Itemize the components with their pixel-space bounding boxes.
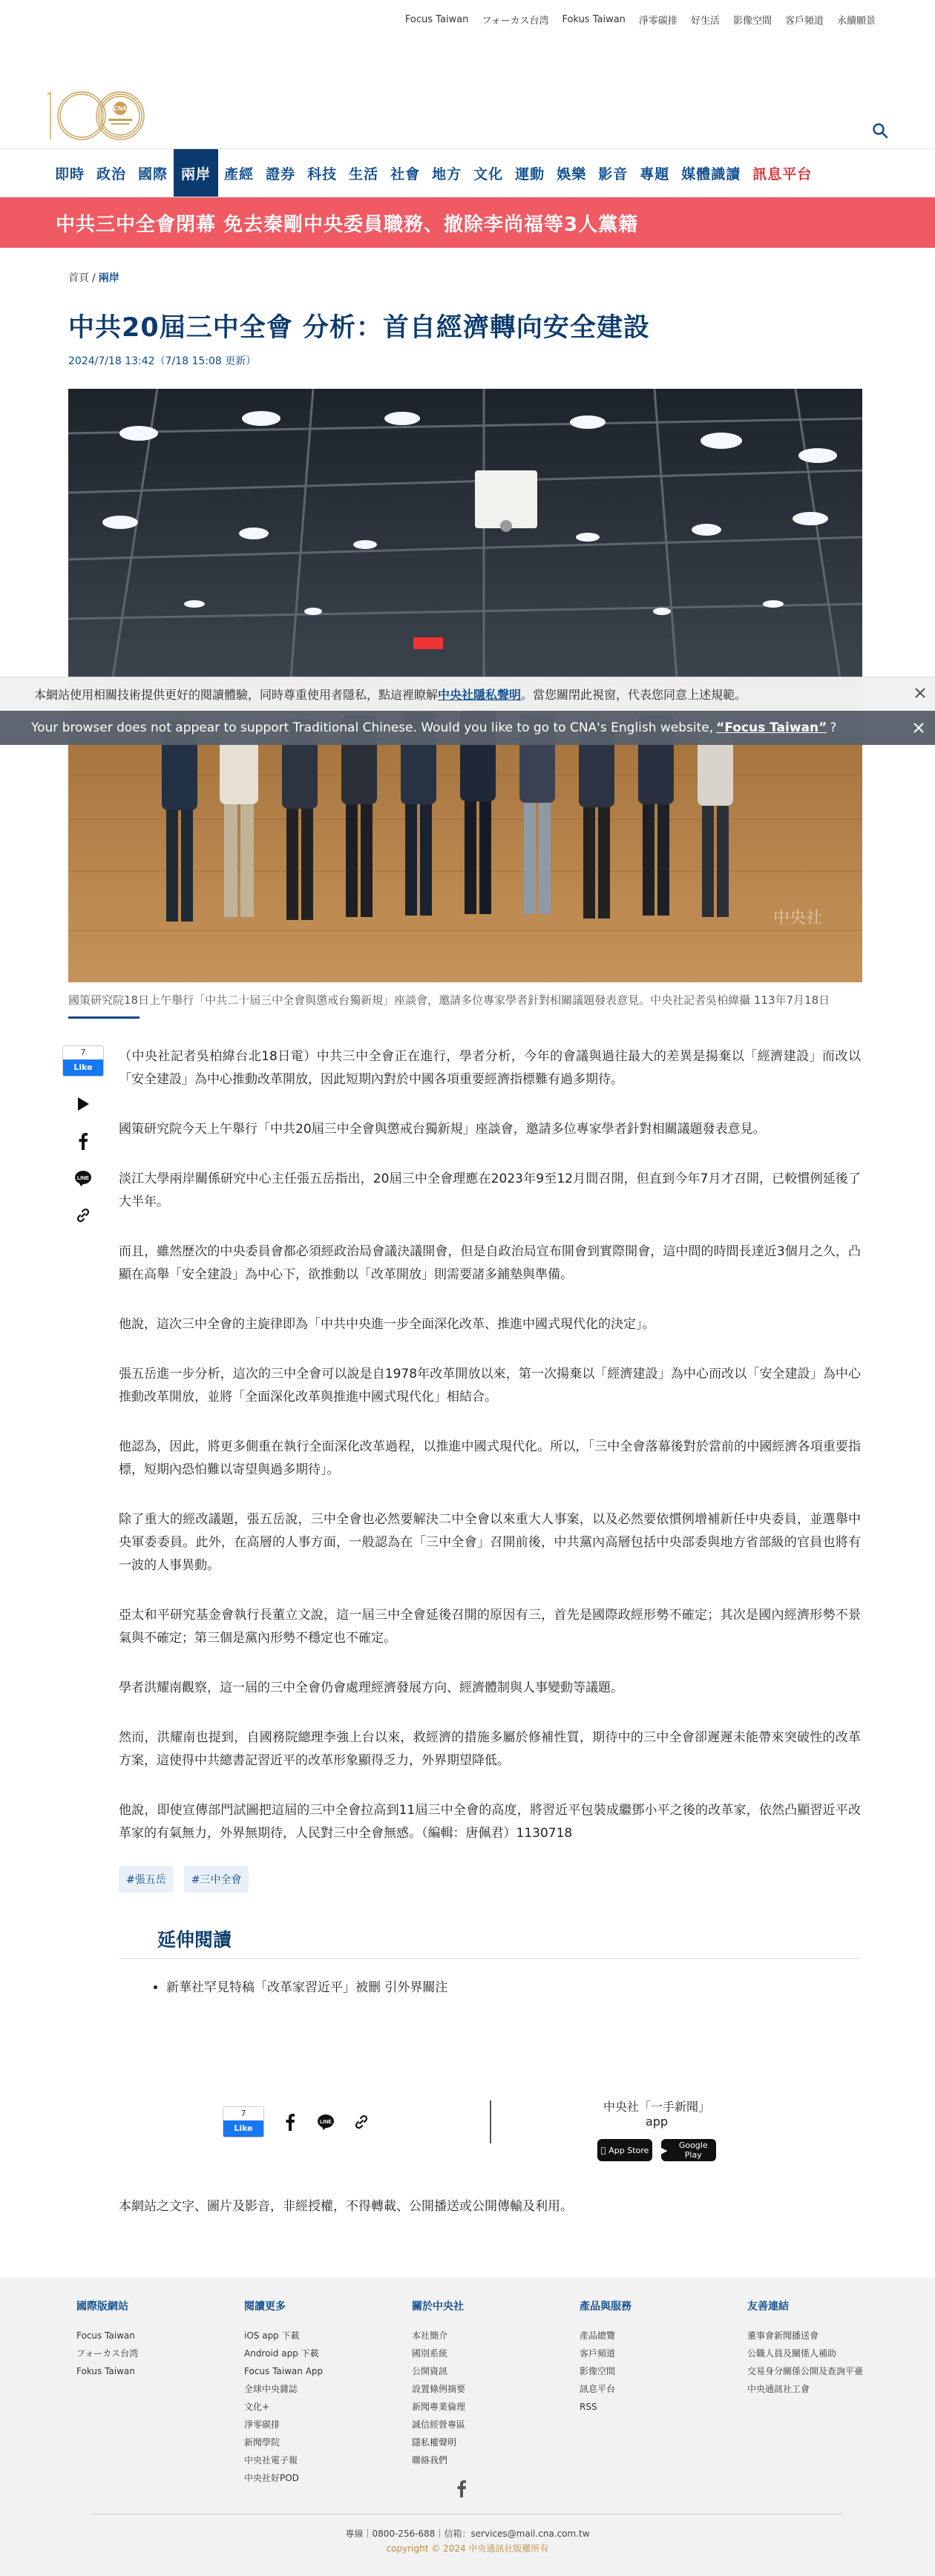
nav-item-cross-strait[interactable]: 兩岸 [174, 149, 218, 197]
related-list [151, 1977, 861, 1995]
article-paragraph: 而且，雖然歷次的中央委員會都必須經政治局會議決議開會，但是自政治局宣布開會到實際開會，這中間的時間長達近3個月之久，凸顯在高舉「安全建設」為中心下，欲推動以「改革開放」則需要諸多鋪墊與準備。 [119, 1244, 861, 1282]
nav-item-culture[interactable]: 文化 [473, 165, 504, 183]
footer-col-international [76, 2299, 244, 2487]
footer-col-read-more [244, 2299, 412, 2487]
photo-caption: 國策研究院18日上午舉行「中共二十屆三中全會與懲戒台獨新規」座談會，邀請多位專家學者針對相關議題發表意見。中央社記者吳柏緯攝 113年7月18日 [68, 993, 830, 1007]
search-icon[interactable] [871, 122, 889, 139]
nav-item-sports[interactable]: 運動 [515, 165, 545, 183]
app-badges [597, 2139, 716, 2161]
privacy-policy-link[interactable]: 中央社隱私聲明 [438, 688, 522, 702]
article-paragraphs [119, 1045, 861, 1845]
google-play-label: Google Play [678, 2140, 708, 2160]
app-store-button[interactable] [597, 2139, 652, 2161]
nav-item-video[interactable]: 影音 [598, 165, 629, 183]
footer-link[interactable]: 中央社好POD [244, 2473, 299, 2483]
share-sidebar [68, 1045, 98, 1225]
bottom-fb-like-count: 7 [240, 2109, 246, 2118]
facebook-share-icon[interactable] [73, 1131, 93, 1151]
article-body [0, 1045, 935, 1845]
footer-link[interactable]: 國別系統 [412, 2348, 448, 2359]
nav-item-special[interactable]: 專題 [640, 165, 670, 183]
footer-link[interactable]: Android app 下載 [244, 2348, 319, 2359]
tag-third-plenum[interactable]: #三中全會 [184, 1866, 249, 1893]
footer-link[interactable]: 新聞學院 [244, 2437, 280, 2448]
article-paragraph: （中央社記者吳柏緯台北18日電）中共三中全會正在進行，學者分析，今年的會議與過往最大的差異是揚棄以「經濟建設」而改以「安全建設」為中心推動改革開放，因此短期內對於中國各項重要經濟指標難有過多期待。 [119, 1049, 861, 1087]
footer-link[interactable]: 中央通訊社工會 [747, 2384, 810, 2394]
top-link-focus-taiwan-jp[interactable]: フォーカス台湾 [482, 15, 549, 27]
share-app-divider [490, 2100, 491, 2143]
tag-zhang-wuyue[interactable]: #張五岳 [119, 1866, 174, 1893]
privacy-notice-bar [0, 677, 935, 711]
article-paragraph: 他說，即使宣傳部門試圖把這屆的三中全會拉高到11屆三中全會的高度，將習近平包裝成繼鄧小平之後的改革家，依然凸顯習近平改革家的有氣無力，外界無期待，人民對三中全會無感。（編輯：唐佩君）1130718 [119, 1803, 861, 1841]
footer-link[interactable]: Fokus Taiwan [76, 2366, 135, 2376]
cna-100-logo[interactable] [46, 85, 171, 147]
nav-item-politics[interactable]: 政治 [96, 165, 127, 183]
lang-text-after: ? [830, 720, 837, 735]
footer-col-title: 友善連結 [747, 2301, 789, 2313]
footer-link[interactable]: 隱私權聲明 [412, 2437, 457, 2448]
top-links-bar [0, 0, 935, 39]
top-link-fokus-taiwan[interactable]: Fokus Taiwan [562, 13, 626, 25]
svg-text:中央社: 中央社 [773, 909, 823, 927]
apple-icon [601, 2146, 606, 2155]
nav-item-economy[interactable]: 產經 [224, 165, 255, 183]
footer-link[interactable]: 中央社電子報 [244, 2455, 298, 2465]
play-audio-icon[interactable] [73, 1094, 93, 1114]
bottom-facebook-share-icon[interactable] [280, 2112, 300, 2132]
footer-col-products [580, 2299, 747, 2487]
privacy-text-after: 。當您關閉此視窗，代表您同意上述規範。 [521, 688, 747, 702]
svg-text:LINE: LINE [77, 1176, 89, 1181]
footer-link[interactable]: フォーカス台湾 [76, 2348, 139, 2359]
footer-link[interactable]: Focus Taiwan App [244, 2366, 324, 2376]
bottom-copy-link-icon[interactable] [352, 2112, 371, 2132]
footer-link[interactable]: 客戶頻道 [580, 2348, 616, 2359]
top-link-image-space[interactable]: 影像空間 [732, 15, 772, 27]
bottom-share-bar [0, 2092, 935, 2160]
footer-link[interactable]: 淨零碳排 [244, 2419, 280, 2430]
nav-item-international[interactable]: 國際 [138, 165, 168, 183]
breaking-news-banner[interactable]: 中共三中全會閉幕 免去秦剛中央委員職務、撤除李尚福等3人黨籍 [0, 197, 935, 248]
footer-col-title: 產品與服務 [580, 2301, 631, 2313]
article-title: 中共20屆三中全會 分析：首自經濟轉向安全建設 [68, 313, 650, 343]
line-share-icon[interactable] [73, 1169, 93, 1188]
copy-link-icon[interactable] [73, 1206, 93, 1225]
footer-link[interactable]: RSS [580, 2402, 597, 2412]
bottom-share-row [223, 2106, 371, 2138]
privacy-text-before: 本網站使用相關技術提供更好的閱讀體驗，同時尊重使用者隱私，點這裡瞭解 [34, 688, 439, 702]
nav-item-message-platform[interactable]: 訊息平台 [752, 165, 813, 183]
svg-text:CNA: CNA [114, 105, 127, 112]
app-store-label: App Store [606, 2145, 647, 2155]
article-paragraph: 然而，洪耀南也提到，自國務院總理李強上台以來，救經濟的措施多屬於修補性質，期待中的三中全會卻遲遲未能帶來突破性的改革方案，這使得中共總書記習近平的改革形象顯得乏力，外界期望降低。 [119, 1730, 861, 1768]
footer-link[interactable]: 全球中央雜誌 [244, 2384, 298, 2394]
fb-like-button[interactable] [62, 1045, 104, 1077]
top-link-focus-taiwan[interactable]: Focus Taiwan [404, 13, 469, 25]
footer-link[interactable]: Focus Taiwan [76, 2330, 135, 2341]
footer-link[interactable]: 本社簡介 [412, 2330, 448, 2341]
footer-copyright: copyright © 2024 中央通訊社版權所有 [386, 2543, 549, 2554]
footer-link[interactable]: 產品總覽 [580, 2330, 616, 2341]
footer-link[interactable]: iOS app 下載 [244, 2330, 300, 2341]
nav-item-life[interactable]: 生活 [349, 165, 379, 183]
footer-link[interactable]: 公開資訊 [412, 2366, 448, 2376]
footer-columns [76, 2299, 915, 2487]
copyright-note: 本網站之文字、圖片及影音，非經授權，不得轉載、公開播送或公開傳輸及利用。 [119, 2199, 573, 2214]
nav-item-securities[interactable]: 證券 [266, 165, 296, 183]
bottom-fb-like-button[interactable] [223, 2106, 264, 2138]
caption-divider [68, 1016, 140, 1019]
nav-item-entertainment[interactable]: 娛樂 [557, 165, 587, 183]
site-header [0, 39, 935, 148]
privacy-close-icon[interactable] [913, 686, 928, 700]
fb-like-label: Like [63, 1059, 103, 1076]
svg-text:LINE: LINE [320, 2120, 332, 2125]
footer-link[interactable]: 誠信經營專區 [412, 2419, 466, 2430]
lang-text-before: Your browser does not appear to support Traditional Chinese. Would you like to go to CNA's English website, [31, 720, 714, 735]
article-paragraph: 他說，這次三中全會的主旋律即為「中共中央進一步全面深化改革、推進中國式現代化的決定」。 [119, 1317, 655, 1332]
related-title: 延伸閱讀 [157, 1929, 232, 1951]
nav-item-local[interactable]: 地方 [432, 165, 462, 183]
footer-link[interactable]: 新聞專業倫理 [412, 2402, 466, 2412]
top-link-net-zero[interactable]: 淨零碳排 [638, 15, 678, 27]
footer-col-title: 閱讀更多 [244, 2301, 286, 2313]
footer-contact: 專線｜0800-256-688｜信箱：services@mail.cna.com.tw [345, 2529, 590, 2539]
main-nav [0, 148, 935, 197]
footer-col-friendly-links [747, 2299, 915, 2487]
footer-link[interactable]: 董事會新聞播送會 [747, 2330, 819, 2341]
footer-col-title: 國際版網站 [76, 2301, 128, 2313]
footer-link[interactable]: 影像空間 [580, 2366, 616, 2376]
article-tags [119, 1866, 935, 1893]
article-paragraph: 張五岳進一步分析，這次的三中全會可以說是自1978年改革開放以來，第一次揚棄以「經濟建設」為中心而改以「安全建設」為中心推動改革開放，並將「全面深化改革與推進中國式現代化」相結合。 [119, 1367, 861, 1404]
footer-link[interactable]: 聯絡我們 [412, 2455, 448, 2465]
article-paragraph: 國策研究院今天上午舉行「中共20屆三中全會與懲戒台獨新規」座談會，邀請多位專家學者針對相關議題發表意見。 [119, 1122, 766, 1137]
article-paragraph: 他認為，因此，將更多側重在執行全面深化改革過程，以推進中國式現代化。所以，「三中全會落幕後對於當前的中國經濟各項重要指標，短期內恐怕難以寄望與過多期待」。 [119, 1439, 861, 1477]
bottom-fb-like-label: Like [223, 2120, 263, 2137]
footer-link[interactable]: 訊息平台 [580, 2384, 616, 2394]
breadcrumb-category[interactable]: 兩岸 [98, 272, 119, 284]
article-paragraph: 亞太和平研究基金會執行長董立文說，這一屆三中全會延後召開的原因有三，首先是國際政經形勢不確定；其次是國內經濟形勢不景氣與不確定；第三個是黨內形勢不穩定也不確定。 [119, 1608, 861, 1646]
related-item[interactable] [166, 1977, 861, 1995]
site-footer [0, 2278, 935, 2576]
nav-item-media-literacy[interactable]: 媒體識讀 [681, 165, 741, 183]
app-download-title: 中央社「一手新聞」app [603, 2100, 710, 2129]
lang-close-icon[interactable] [911, 720, 926, 735]
footer-link[interactable]: 設置條例摘要 [412, 2384, 466, 2394]
nav-item-tech[interactable]: 科技 [307, 165, 338, 183]
nav-item-society[interactable]: 社會 [390, 165, 421, 183]
breadcrumb [68, 270, 935, 285]
breadcrumb-home[interactable]: 首頁 [68, 272, 89, 284]
related-reading [119, 1925, 861, 1995]
related-item-link[interactable]: 新華社罕見特稿「改革家習近平」被刪 引外界關注 [166, 1980, 448, 1995]
footer-facebook-icon[interactable] [456, 2480, 470, 2497]
footer-col-title: 關於中央社 [412, 2301, 464, 2313]
nav-item-instant[interactable]: 即時 [55, 165, 85, 183]
footer-link[interactable]: 交易身分關係公開及查詢平臺 [747, 2366, 864, 2376]
focus-taiwan-link[interactable]: “Focus Taiwan” [716, 720, 827, 735]
related-header [119, 1925, 861, 1959]
article-paragraph: 除了重大的經改議題，張五岳說，三中全會也必然要解決二中全會以來重大人事案，以及必然要依慣例增補新任中央委員，並選舉中央軍委委員。此外，在高層的人事方面，一般認為在「三中全會」召開前後，中共黨內高層包括中央部委與地方省部級的官員也將有一波的人事異動。 [119, 1512, 861, 1573]
language-suggestion-bar [0, 711, 935, 745]
fb-like-count: 7 [80, 1048, 86, 1057]
google-play-button[interactable] [661, 2139, 716, 2161]
top-link-good-life[interactable]: 好生活 [690, 15, 720, 27]
top-link-sustainability[interactable]: 永續願景 [836, 15, 876, 27]
footer-link[interactable]: 公職人員及關係人補助 [747, 2348, 837, 2359]
bottom-line-share-icon[interactable] [316, 2112, 335, 2132]
article-paragraph: 學者洪耀南觀察，這一屆的三中全會仍會處理經濟發展方向、經濟體制與人事變動等議題。 [119, 1680, 623, 1695]
article-date: 2024/7/18 13:42（7/18 15:08 更新） [68, 355, 257, 367]
footer-link[interactable]: 文化+ [244, 2402, 270, 2412]
breadcrumb-separator: / [92, 272, 96, 284]
top-link-client-channel[interactable]: 客戶頻道 [784, 15, 824, 27]
google-play-icon: ▶ [661, 2145, 668, 2155]
app-download-box [597, 2097, 716, 2161]
footer-col-about [412, 2299, 580, 2487]
article-paragraph: 淡江大學兩岸關係研究中心主任張五岳指出，20屆三中全會理應在2023年9至12月間召開，但直到今年7月才召開，已較慣例延後了大半年。 [119, 1172, 861, 1209]
